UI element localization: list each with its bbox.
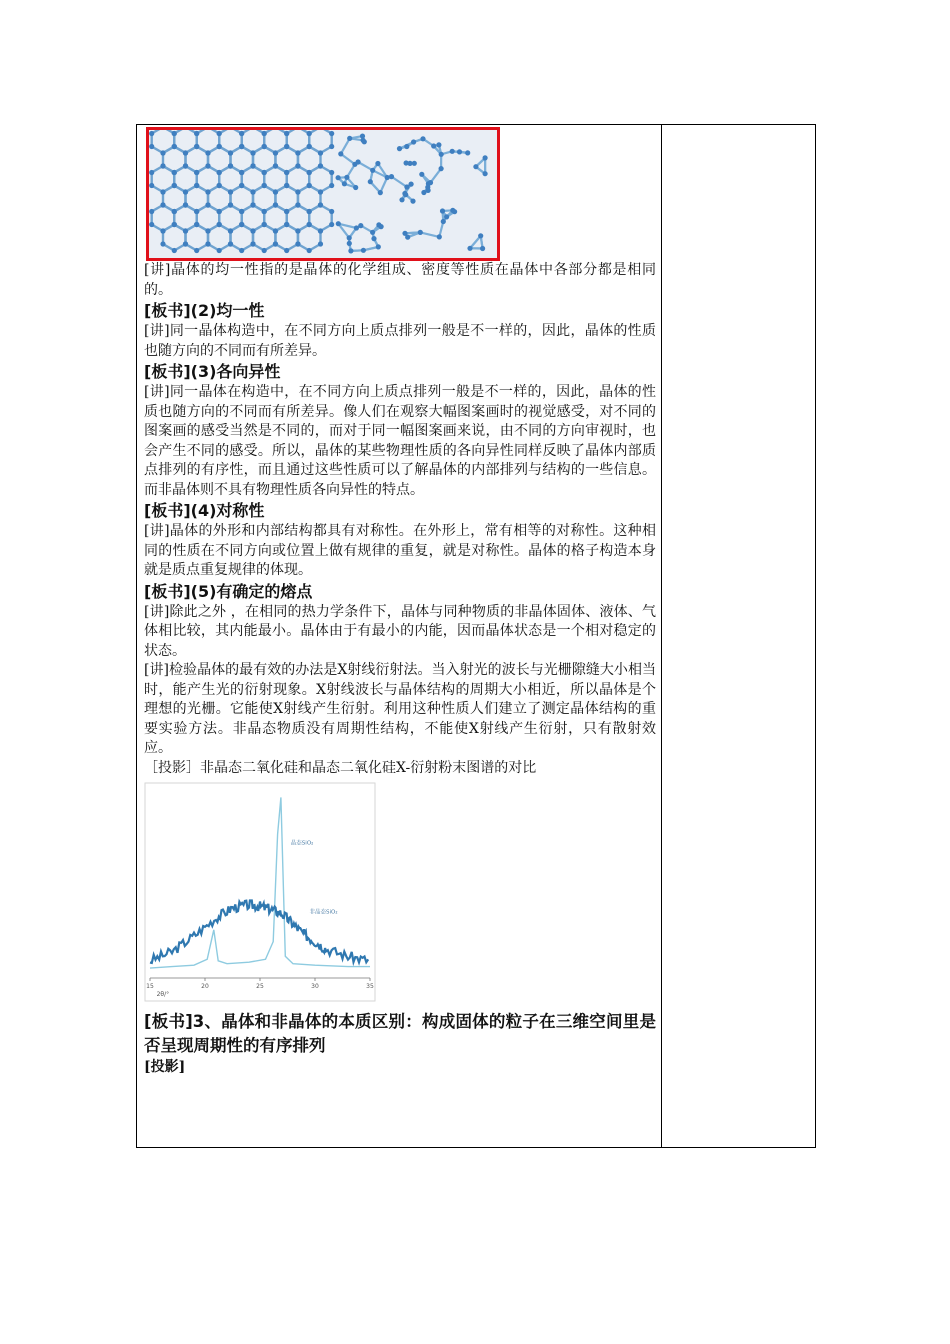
crystal-atom xyxy=(262,183,267,188)
amorphous-atom xyxy=(457,149,462,154)
amorphous-atom xyxy=(342,181,347,186)
crystal-atom xyxy=(205,228,210,233)
crystal-atom xyxy=(250,241,255,246)
amorphous-atom xyxy=(338,151,343,156)
column-divider xyxy=(661,125,662,1147)
xrd-comparison-chart xyxy=(144,782,376,1004)
crystal-atom xyxy=(160,163,165,168)
amorphous-atom xyxy=(444,214,449,219)
crystal-atom xyxy=(295,228,300,233)
heading-homogeneity: [板书](2)均一性 xyxy=(144,301,265,320)
crystal-atom xyxy=(172,144,177,149)
amorphous-atom xyxy=(418,230,423,235)
amorphous-atom xyxy=(426,188,431,193)
paragraph-anisotropy-talk: [讲]同一晶体在构造中，在不同方向上质点排列一般是不一样的，因此，晶体的性质也随方向的不同而有所差异。像人们在观察大幅图案画时的视觉感受，对不同的图案画的感受当然是不同的，而对于同一幅图案画来说，由不同的方向审视时，也会产生不同的感受。所以，晶体的某些物理性质的各向异性同样反映了晶体内部质点排列的有序性，而且通过这些性质可以了解晶体的内部排列与结构的一些信息。而非晶体则不具有物理性质各向异性的特点。 xyxy=(144,384,656,498)
crystal-atom xyxy=(262,248,267,253)
crystal-atom xyxy=(228,189,233,194)
crystal-atom xyxy=(273,202,278,207)
crystal-atom xyxy=(284,222,289,227)
amorphous-atom xyxy=(347,241,352,246)
crystal-atom xyxy=(284,144,289,149)
crystal-atom xyxy=(194,131,199,136)
crystal-atom xyxy=(250,202,255,207)
crystal-atom xyxy=(194,183,199,188)
amorphous-atom xyxy=(348,248,353,253)
amorphous-atom xyxy=(347,235,352,240)
crystal-atom xyxy=(318,241,323,246)
crystal-atom xyxy=(217,144,222,149)
amorphous-atom xyxy=(370,168,375,173)
amorphous-atom xyxy=(336,175,341,180)
amorphous-atom xyxy=(428,180,433,185)
crystal-atom xyxy=(295,189,300,194)
amorphous-atom xyxy=(404,184,409,189)
crystal-atom xyxy=(183,241,188,246)
crystal-atom xyxy=(318,150,323,155)
amorphous-atom xyxy=(370,230,375,235)
crystal-atom xyxy=(194,170,199,175)
crystal-atom xyxy=(318,202,323,207)
crystal-atom xyxy=(273,150,278,155)
crystal-atom xyxy=(183,202,188,207)
amorphous-atom xyxy=(483,155,488,160)
crystal-atom xyxy=(228,150,233,155)
paragraph-homogeneity-talk: [讲]晶体的均一性指的是晶体的化学组成、密度等性质在晶体中各部分都是相同的。 xyxy=(144,262,656,298)
crystal-atom xyxy=(284,170,289,175)
amorphous-atom xyxy=(405,235,410,240)
amorphous-atom xyxy=(354,225,359,230)
amorphous-atom xyxy=(473,164,478,169)
crystal-atom xyxy=(295,202,300,207)
crystal-atom xyxy=(329,209,334,214)
crystal-atom xyxy=(307,170,312,175)
crystal-atom xyxy=(250,163,255,168)
amorphous-atom xyxy=(368,179,373,184)
x-tick-label: 35 xyxy=(366,983,374,990)
paragraph-projection-caption: ［投影］非晶态二氧化硅和晶态二氧化硅X-衍射粉末图谱的对比 xyxy=(144,759,537,776)
paragraph-energy-talk: [讲]除此之外 ，在相同的热力学条件下，晶体与同种物质的非晶体固体、液体、气体相比较，其内能最小。晶体由于有最小的内能，因而晶体状态是一个相对稳定的状态。 xyxy=(144,603,656,659)
crystal-atom xyxy=(228,241,233,246)
crystal-atom xyxy=(262,222,267,227)
heading-symmetry: [板书](4)对称性 xyxy=(144,501,265,520)
crystal-atom xyxy=(172,170,177,175)
crystal-atom xyxy=(239,209,244,214)
crystal-atom xyxy=(239,131,244,136)
crystal-atom xyxy=(318,163,323,168)
crystal-atom xyxy=(149,222,154,227)
amorphous-atom xyxy=(439,152,444,157)
crystal-atom xyxy=(307,209,312,214)
amorphous-atom xyxy=(389,174,394,179)
crystal-atom xyxy=(239,248,244,253)
crystal-atom xyxy=(183,150,188,155)
crystal-atom xyxy=(172,131,177,136)
crystal-atom xyxy=(217,222,222,227)
amorphous-atom xyxy=(347,136,352,141)
crystal-atom xyxy=(172,222,177,227)
crystal-atom xyxy=(217,183,222,188)
x-tick-label: 30 xyxy=(311,983,319,990)
crystal-atom xyxy=(160,189,165,194)
amorphous-atom xyxy=(410,199,415,204)
crystal-atom xyxy=(307,144,312,149)
amorphous-atom xyxy=(450,149,455,154)
amorphous-atom xyxy=(437,234,442,239)
amorphous-atom xyxy=(407,161,412,166)
crystal-atom xyxy=(205,202,210,207)
crystal-atom xyxy=(183,189,188,194)
crystal-atom xyxy=(239,144,244,149)
crystal-atom xyxy=(273,228,278,233)
crystal-atom xyxy=(273,163,278,168)
amorphous-atom xyxy=(436,142,441,147)
paragraph-projection-final: [投影] xyxy=(144,1059,186,1075)
x-axis-label: 2θ/° xyxy=(156,991,170,998)
crystal-atom xyxy=(329,170,334,175)
amorphous-atom xyxy=(356,159,361,164)
crystal-atom xyxy=(228,202,233,207)
crystal-atom xyxy=(239,170,244,175)
crystal-atom xyxy=(284,131,289,136)
amorphous-atom xyxy=(483,171,488,176)
crystal-atom xyxy=(295,163,300,168)
x-tick-label: 20 xyxy=(201,983,209,990)
crystal-atom xyxy=(217,131,222,136)
amorphous-atom xyxy=(480,246,485,251)
amorphous-atom xyxy=(360,134,365,139)
amorphous-atom xyxy=(399,197,404,202)
crystal-atom xyxy=(217,170,222,175)
amorphous-atom xyxy=(467,246,472,251)
paragraph-structure-talk: [讲]同一晶体构造中，在不同方向上质点排列一般是不一样的，因此，晶体的性质也随方向的不同而有所差异。 xyxy=(144,323,656,359)
crystal-atom xyxy=(149,209,154,214)
crystal-atom xyxy=(194,144,199,149)
crystal-atom xyxy=(149,144,154,149)
crystal-atom xyxy=(307,248,312,253)
x-tick-label: 25 xyxy=(256,983,264,990)
amorphous-atom xyxy=(419,172,424,177)
crystal-atom xyxy=(329,222,334,227)
heading-anisotropy: [板书](3)各向异性 xyxy=(144,362,281,381)
amorphous-atom xyxy=(376,222,381,227)
amorphous-atom xyxy=(378,190,383,195)
amorphous-atom xyxy=(358,223,363,228)
crystal-atom xyxy=(194,222,199,227)
main-column xyxy=(144,125,656,1078)
crystal-atom xyxy=(205,189,210,194)
crystal-atom xyxy=(194,248,199,253)
crystal-atom xyxy=(205,150,210,155)
crystal-atom xyxy=(160,228,165,233)
crystal-atom xyxy=(329,131,334,136)
crystal-atom xyxy=(194,209,199,214)
lesson-table xyxy=(136,124,816,1148)
crystal-atom xyxy=(262,131,267,136)
amorphous-atom xyxy=(409,182,414,187)
amorphous-atom xyxy=(431,143,436,148)
crystal-atom xyxy=(295,241,300,246)
crystal-atom xyxy=(329,183,334,188)
amorphous-atom xyxy=(371,236,376,241)
crystal-atom xyxy=(183,228,188,233)
crystal-atom xyxy=(205,163,210,168)
amorphous-atom xyxy=(478,233,483,238)
crystal-atom xyxy=(295,150,300,155)
crystal-atom xyxy=(262,170,267,175)
heading-essential-difference: [板书]3、晶体和非晶体的本质区别：构成固体的粒子在三维空间里是否呈现周期性的有序排列 xyxy=(144,1012,656,1055)
crystal-atom xyxy=(160,150,165,155)
amorphous-atom xyxy=(404,144,409,149)
amorphous-atom xyxy=(353,185,358,190)
crystal-atom xyxy=(239,183,244,188)
crystal-atom xyxy=(250,228,255,233)
crystal-atom xyxy=(307,131,312,136)
x-tick-label: 15 xyxy=(146,983,154,990)
crystal-atom xyxy=(284,248,289,253)
crystal-atom xyxy=(172,183,177,188)
crystal-atom xyxy=(149,183,154,188)
crystal-atom xyxy=(205,241,210,246)
crystal-atom xyxy=(183,163,188,168)
crystal-atom xyxy=(250,150,255,155)
crystal-atom xyxy=(318,228,323,233)
crystal-atom xyxy=(250,189,255,194)
amorphous-atom xyxy=(439,166,444,171)
crystal-atom xyxy=(273,241,278,246)
amorphous-atom xyxy=(385,175,390,180)
crystal-atom xyxy=(160,241,165,246)
amorphous-atom xyxy=(420,136,425,141)
crystal-atom xyxy=(239,222,244,227)
series-label-crystalline: 晶态SiO₂ xyxy=(290,840,314,847)
amorphous-atom xyxy=(440,208,445,213)
xrd-chart-svg xyxy=(144,782,376,1004)
crystal-atom xyxy=(284,183,289,188)
crystal-atom xyxy=(172,209,177,214)
crystal-atom xyxy=(217,209,222,214)
crystal-atom xyxy=(284,209,289,214)
heading-melting-point: [板书](5)有确定的熔点 xyxy=(144,581,313,601)
crystal-atom xyxy=(307,183,312,188)
paragraph-symmetry-talk: [讲]晶体的外形和内部结构都具有对称性。在外形上，常有相等的对称性。这种相同的性质在不同方向或位置上做有规律的重复，就是对称性。晶体的格子构造本身就是质点重复规律的体现。 xyxy=(144,523,656,578)
chart-frame xyxy=(145,783,375,1001)
amorphous-atom xyxy=(450,208,455,213)
crystal-atom xyxy=(149,170,154,175)
crystal-atom xyxy=(228,163,233,168)
amorphous-atom xyxy=(375,161,380,166)
series-label-amorphous: 非晶态SiO₂ xyxy=(309,909,338,916)
crystal-atom xyxy=(262,144,267,149)
crystal-atom xyxy=(307,222,312,227)
amorphous-atom xyxy=(465,150,470,155)
crystal-atom xyxy=(160,202,165,207)
crystal-atom xyxy=(273,189,278,194)
amorphous-atom xyxy=(397,146,402,151)
crystal-atom xyxy=(228,228,233,233)
amorphous-atom xyxy=(411,139,416,144)
amorphous-atom xyxy=(376,244,381,249)
amorphous-atom xyxy=(441,219,446,224)
amorphous-atom xyxy=(344,175,349,180)
crystal-atom xyxy=(262,209,267,214)
paragraph-xray-talk: [讲]检验晶体的最有效的办法是X射线衍射法。当入射光的波长与光栅隙缝大小相当时，能产生光的衍射现象。X射线波长与晶体结构的周期大小相近，所以晶体是个理想的光栅。它能使X射线产生衍射。利用这种性质人们建立了测定晶体结构的重要实验方法。非晶态物质没有周期性结构，不能使X射线产生衍射，只有散射效应。 xyxy=(144,662,656,756)
amorphous-atom xyxy=(361,248,366,253)
crystal-atom xyxy=(329,144,334,149)
crystal-atom xyxy=(172,248,177,253)
amorphous-atom xyxy=(336,221,341,226)
crystal-atom xyxy=(149,131,154,136)
crystal-atom xyxy=(217,248,222,253)
amorphous-atom xyxy=(402,191,407,196)
crystal-atom xyxy=(318,189,323,194)
crystal-vs-amorphous-lattice-image xyxy=(146,127,500,261)
